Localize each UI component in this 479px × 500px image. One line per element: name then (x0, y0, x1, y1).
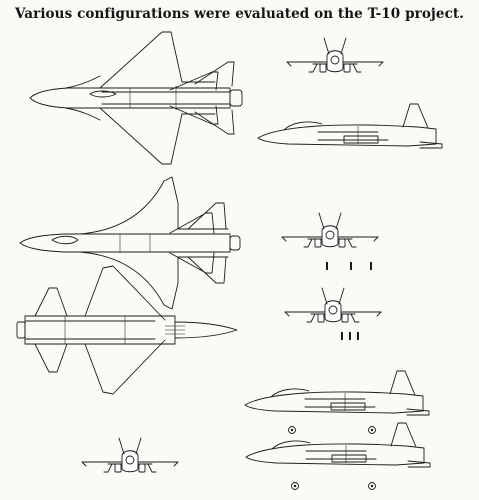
configuration-3-front-view (285, 288, 381, 340)
configuration-1-plan-view (30, 32, 242, 164)
configuration-1-side-view (258, 104, 442, 148)
configuration-4-side-view (246, 423, 430, 490)
configuration-4-front-view (82, 438, 178, 472)
configuration-2-plan-view (20, 177, 240, 309)
configuration-3-side-view (245, 371, 429, 434)
plate-caption: Various configurations were evaluated on the T-10 project. (14, 6, 465, 22)
configuration-1-front-view (287, 38, 383, 72)
configuration-2-front-view (282, 213, 378, 270)
configuration-3-plan-view (17, 266, 237, 394)
